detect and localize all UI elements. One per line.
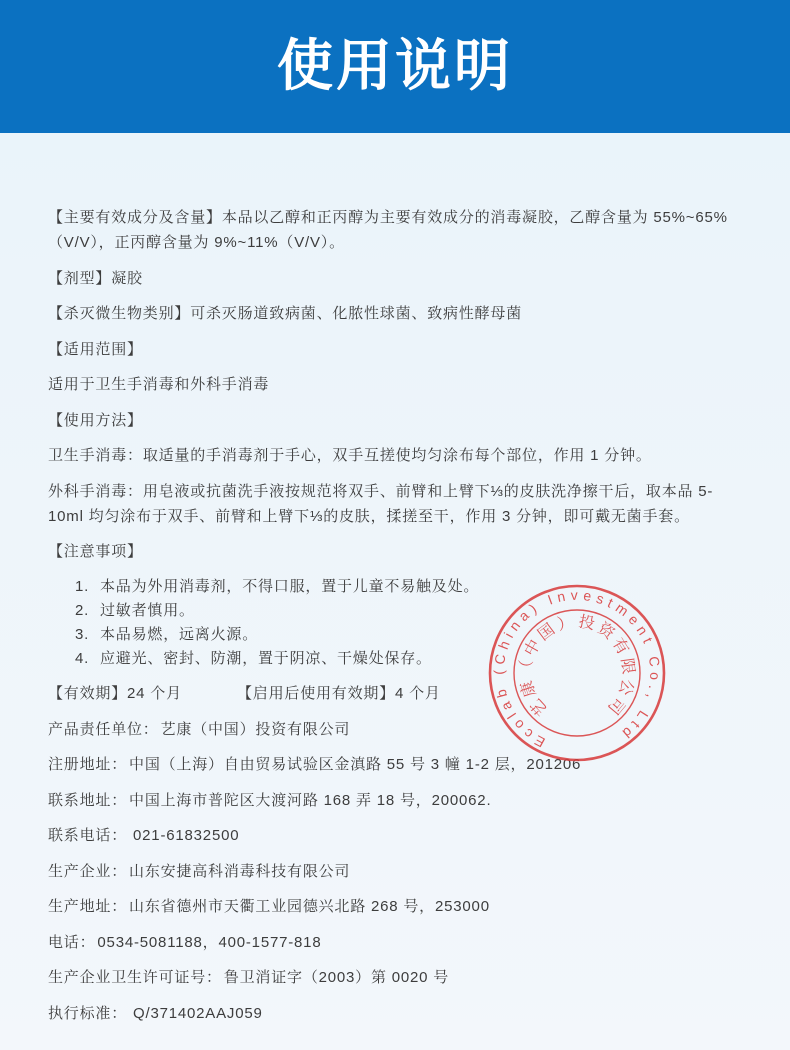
scope-heading: 【适用范围】 [48, 340, 143, 358]
contact-value: Q/371402AAJ059 [133, 1004, 263, 1022]
contact-row [48, 823, 748, 848]
ingredients-line-1 [48, 205, 748, 230]
contact-row [48, 930, 748, 955]
usage-hygienic-text: 取适量的手消毒剂于手心，双手互搓使均匀涂布每个部位，作用 1 分钟。 [142, 447, 652, 464]
contact-label: 联系电话： [48, 827, 128, 844]
contact-label: 执行标准： [48, 1004, 128, 1022]
after-opening-life [237, 681, 441, 706]
scope-text: 适用于卫生手消毒和外科手消毒 [48, 376, 270, 393]
list-item-number: 2. [75, 601, 90, 619]
precautions-heading: 【注意事项】 [48, 543, 143, 560]
contact-row [48, 965, 748, 990]
ingredients-label: 【主要有效成分及含量】 [48, 209, 222, 226]
shelf-life-label: 【有效期】 [48, 685, 128, 702]
list-item-text: 本品为外用消毒剂，不得口服，置于儿童不易触及处。 [100, 577, 480, 595]
contact-value: 山东省德州市天衢工业园德兴北路 268 号，253000 [129, 898, 490, 915]
usage-surgical-text-1: 用皂液或抗菌洗手液按规范将双手、前臂和上臂下⅓的皮肤洗净擦干后，取本品 5- [142, 482, 714, 500]
shelf-life [48, 681, 237, 706]
company-seal [486, 582, 668, 764]
contact-value: 山东安捷高科消毒科技有限公司 [129, 862, 351, 880]
seal-inner-text [517, 613, 637, 720]
usage-surgical-paragraph [48, 479, 748, 529]
dosage-form-paragraph [48, 266, 748, 291]
list-item-text: 过敏者慎用。 [100, 601, 195, 619]
shelf-life-value: 24 个月 [127, 685, 182, 702]
page-title: 使用说明 [277, 34, 513, 99]
list-item-text: 应避光、密封、防潮，置于阴凉、干燥处保存。 [100, 649, 432, 667]
contact-label: 产品责任单位： [48, 720, 159, 738]
ingredients-text-1: 本品以乙醇和正丙醇为主要有效成分的消毒凝胶，乙醇含量为 55%~65% [221, 209, 728, 226]
contact-value: 021-61832500 [133, 827, 240, 844]
usage-surgical-line-1 [48, 479, 748, 504]
list-item-text: 本品易燃，远离火源。 [100, 625, 259, 643]
seal-outer-text-path: Ecolab (China) Investment Co., Ltd [490, 586, 664, 751]
usage-surgical-line-2: 10ml 均匀涂布于双手、前臂和上臂下⅓的皮肤，揉搓至干，作用 3 分钟，即可戴无菌手套。 [48, 507, 690, 525]
ingredients-paragraph [48, 205, 748, 255]
contact-value: 0534-5081188，400-1577-818 [97, 933, 322, 951]
contact-label: 生产企业： [48, 862, 128, 880]
usage-hygienic-paragraph [48, 443, 748, 468]
ingredients-line-2: （V/V），正丙醇含量为 9%~11%（V/V）。 [48, 234, 345, 251]
contact-row [48, 788, 748, 813]
list-item-number: 4. [75, 649, 90, 667]
after-opening-label: 【启用后使用有效期】 [237, 685, 396, 702]
contact-label: 生产地址： [48, 898, 128, 915]
contact-label: 生产企业卫生许可证号： [48, 969, 222, 986]
contact-row [48, 894, 748, 919]
contact-value: 艺康（中国）投资有限公司 [160, 720, 351, 738]
microbes-text: 可杀灭肠道致病菌、化脓性球菌、致病性酵母菌 [190, 305, 523, 322]
microbes-label: 【杀灭微生物类别】 [48, 305, 191, 322]
list-item-number: 1. [75, 577, 90, 595]
after-opening-value: 4 个月 [395, 685, 441, 702]
dosage-form-text: 凝胶 [111, 269, 143, 287]
seal-inner-text-path: 艺康（中国）投资有限公司 [517, 613, 637, 719]
contact-label: 联系地址： [48, 791, 128, 809]
list-item-number: 3. [75, 625, 90, 643]
contact-row [48, 1001, 748, 1026]
microbes-paragraph [48, 301, 748, 326]
contact-label: 注册地址： [48, 756, 128, 773]
contact-value: 中国上海市普陀区大渡河路 168 弄 18 号，200062. [129, 791, 492, 809]
contact-row [48, 859, 748, 884]
contact-value: 鲁卫消证字（2003）第 0020 号 [223, 969, 450, 986]
usage-surgical-label: 外科手消毒： [48, 482, 143, 500]
header-band [0, 0, 790, 133]
dosage-form-label: 【剂型】 [48, 269, 112, 287]
usage-heading: 【使用方法】 [48, 411, 143, 429]
contact-label: 电话： [48, 933, 96, 951]
usage-hygienic-label: 卫生手消毒： [48, 447, 143, 464]
contact-value: 中国（上海）自由贸易试验区金滇路 55 号 3 幢 1-2 层，201206 [129, 756, 582, 773]
